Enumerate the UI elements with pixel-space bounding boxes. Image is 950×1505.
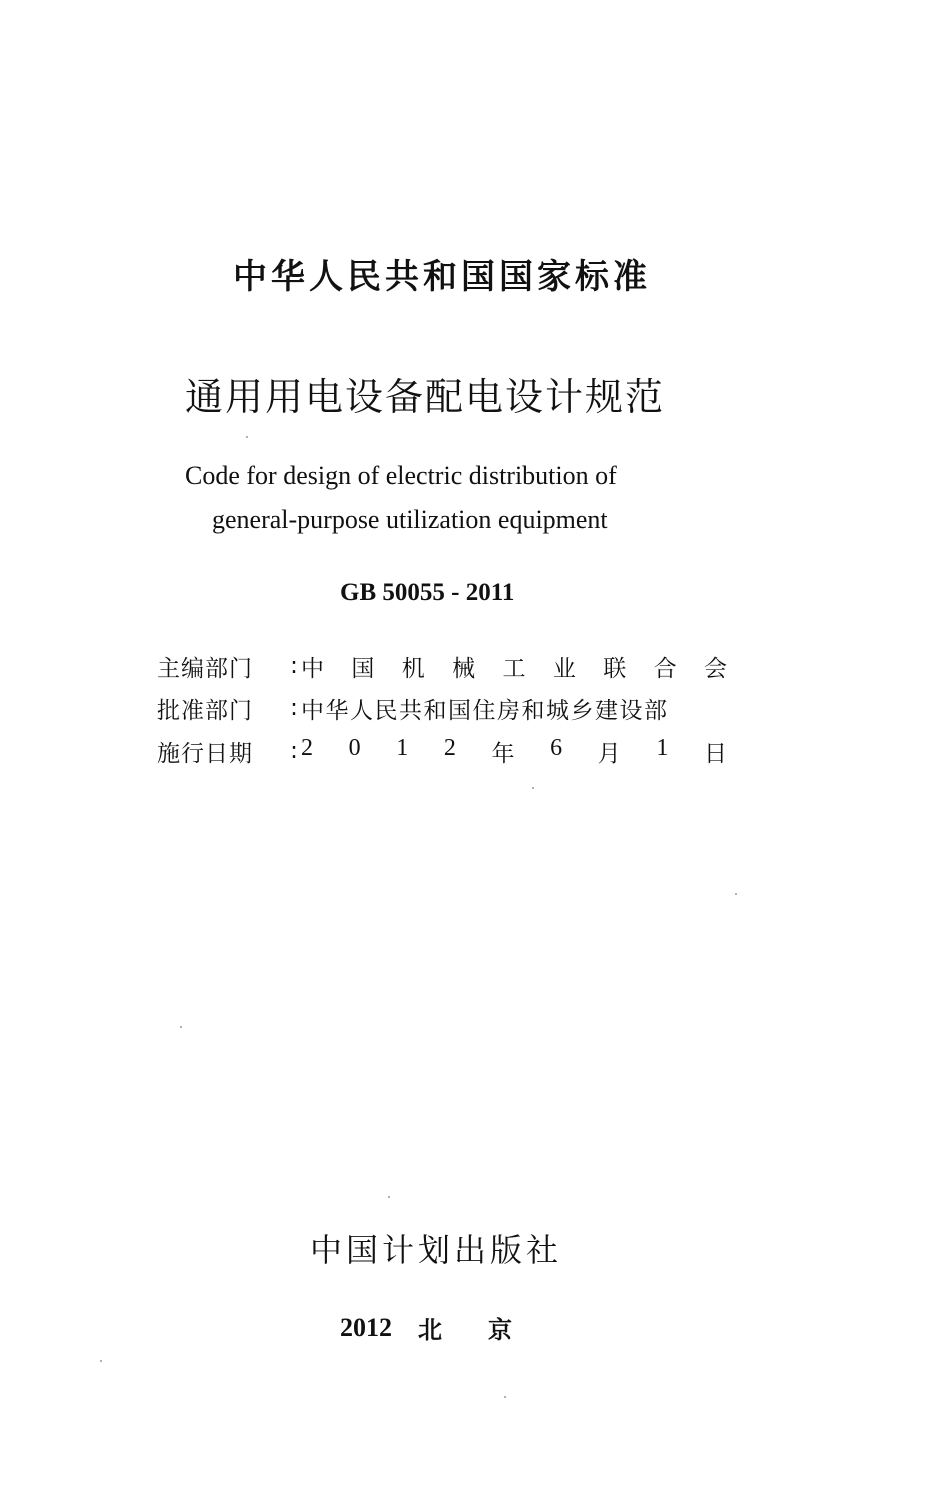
char: 年: [491, 740, 515, 767]
scan-speck: [735, 893, 737, 895]
publication-city-char-1: 北: [418, 1316, 442, 1344]
char: 工: [502, 655, 526, 682]
char: 1: [656, 734, 669, 761]
char: 月: [597, 740, 621, 767]
approver-department-value: [299, 692, 727, 725]
title-english-line-2: general-purpose utilization equipment: [212, 505, 608, 534]
effective-date-label: 施行日期: [157, 740, 253, 767]
colon: :: [290, 653, 298, 679]
char: 2: [443, 734, 456, 761]
char: 1: [396, 734, 409, 761]
approver-department-label: 批准部门: [157, 697, 253, 724]
effective-date-row: [157, 733, 727, 769]
approver-department-row: [157, 690, 727, 726]
standard-type-heading: 中华人民共和国国家标准: [233, 257, 651, 297]
title-english-line-1: Code for design of electric distribution of: [185, 461, 617, 490]
char: 联: [603, 655, 627, 682]
effective-date-value: [299, 735, 727, 768]
char: 2: [301, 734, 313, 761]
standard-number: GB 50055 - 2011: [340, 579, 515, 606]
editor-department-label: 主编部门: [157, 655, 253, 682]
publication-line: [340, 1310, 540, 1345]
title-chinese: 通用用电设备配电设计规范: [185, 375, 666, 419]
scan-speck: [532, 787, 534, 789]
char: 合: [653, 655, 677, 682]
scan-speck: [388, 1196, 390, 1198]
approver-text: 中华人民共和国住房和城乡建设部: [301, 697, 669, 724]
char: 6: [550, 734, 563, 761]
char: 0: [348, 734, 361, 761]
char: 国: [351, 655, 375, 682]
scan-speck: [504, 1396, 506, 1398]
publication-year: 2012: [340, 1312, 392, 1342]
publication-city-char-2: 京: [488, 1316, 512, 1344]
char: 会: [704, 655, 727, 682]
colon: :: [290, 695, 298, 721]
colon: :: [290, 738, 298, 764]
char: 业: [552, 655, 576, 682]
scan-speck: [246, 436, 248, 438]
char: 械: [452, 655, 476, 682]
char: 机: [401, 655, 425, 682]
scan-speck: [100, 1360, 102, 1362]
char: 日: [704, 740, 727, 767]
scan-speck: [180, 1026, 182, 1028]
char: 中: [301, 655, 324, 682]
editor-department-value: [299, 650, 727, 683]
editor-department-row: [157, 648, 727, 684]
publisher-name: 中国计划出版社: [310, 1231, 563, 1269]
